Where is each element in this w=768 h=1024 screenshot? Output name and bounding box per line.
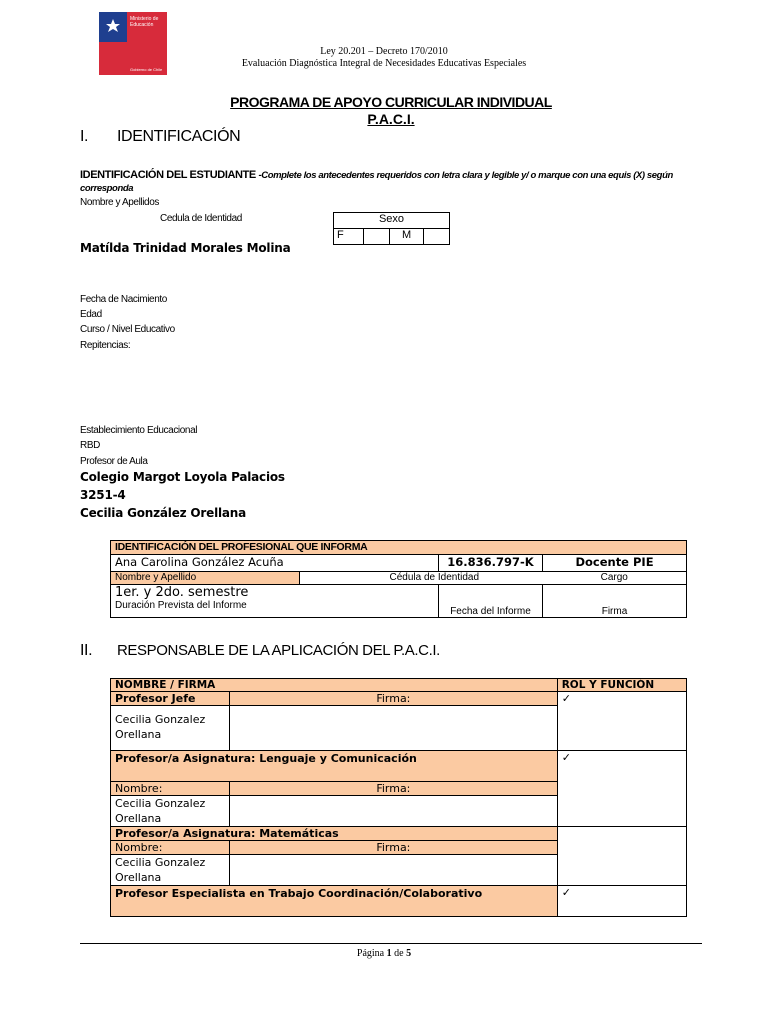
section2-heading: RESPONSABLE DE LA APLICACIÓN DEL P.A.C.I. [117,642,440,659]
instruction-text-cont: corresponda [80,183,134,194]
row3-name: Cecilia Gonzalez Orellana [111,855,230,886]
row1-role-cell[interactable] [557,692,686,751]
page-total: 5 [406,948,412,959]
student-heading: IDENTIFICACIÓN DEL ESTUDIANTE [80,169,256,181]
school-label: Establecimiento Educacional [80,425,198,436]
col-name-firma: NOMBRE / FIRMA [111,679,558,692]
row4-role-cell[interactable] [557,886,686,917]
row3-firma-label: Firma: [230,841,558,855]
section2-number: II. [80,642,93,659]
row1-signature-box[interactable] [230,706,558,751]
teacher-label: Profesor de Aula [80,456,148,467]
school-value: Colegio Margot Loyola Palacios [80,470,285,484]
rbd-label: RBD [80,440,100,451]
repeat-label: Repitencias: [80,340,131,351]
row3-title: Profesor/a Asignatura: Matemáticas [111,827,558,841]
document-acronym: P.A.C.I. [367,111,415,127]
check-mark: ✓ [561,886,571,899]
section1-heading: IDENTIFICACIÓN [117,128,241,145]
instruction-text: -Complete los antecedentes requeridos con letra clara y legible y/ o marque con una equis (X) según [258,170,673,181]
teacher-value: Cecilia González Orellana [80,506,247,520]
row1-name: Cecilia Gonzalez Orellana [111,706,230,751]
evaluation-subtitle: Evaluación Diagnóstica Integral de Necesidades Educativas Especiales [241,58,527,69]
check-mark: ✓ [561,751,571,764]
row1-title: Profesor Jefe [111,692,230,706]
row2-role-cell[interactable] [557,751,686,827]
page-prefix: Página [356,948,385,959]
professional-table [110,540,687,618]
sexo-label: Sexo [334,213,450,229]
sexo-table [333,212,450,245]
professional-name-label: Nombre y Apellido [111,572,300,585]
student-instruction [80,167,720,184]
page-of: de [394,948,404,959]
row3-signature-box[interactable] [230,855,558,886]
professional-heading: IDENTIFICACIÓN DEL PROFESIONAL QUE INFORMA [111,541,687,555]
row3-role-cell[interactable] [557,827,686,886]
row1-firma-label: Firma: [230,692,558,706]
check-mark: ✓ [561,692,571,705]
sexo-m-label: M [389,229,424,245]
duration-value: 1er. y 2do. semestre [115,585,249,600]
duration-cell [111,585,439,618]
sexo-m-box[interactable] [424,229,450,245]
row2-nombre-label: Nombre: [111,782,230,796]
section1-number: I. [80,128,89,145]
name-label: Nombre y Apellidos [80,197,159,208]
svg-text:Ministerio de: Ministerio de [130,16,159,22]
law-reference: Ley 20.201 – Decreto 170/2010 [320,46,448,57]
page-current: 1 [386,948,392,959]
row4-title: Profesor Especialista en Trabajo Coordinación/Colaborativo [111,886,558,917]
svg-text:Educación: Educación [130,22,154,28]
professional-id-label: Cédula de Identidad [300,572,543,585]
student-name-value: Matílda Trinidad Morales Molina [80,241,291,255]
sexo-f-label: F [334,229,364,245]
footer-divider [80,943,702,944]
responsables-table [110,678,687,917]
id-label: Cedula de Identidad [160,213,242,224]
birth-label: Fecha de Nacimiento [80,294,167,305]
duration-label: Duración Prevista del Informe [115,600,247,611]
professional-role-label: Cargo [543,572,687,585]
row3-nombre-label: Nombre: [111,841,230,855]
svg-text:Gobierno de Chile: Gobierno de Chile [130,67,163,72]
row2-name: Cecilia Gonzalez Orellana [111,796,230,827]
professional-name-value: Ana Carolina González Acuña [111,555,439,572]
document-title: PROGRAMA DE APOYO CURRICULAR INDIVIDUAL [230,94,552,110]
professional-role-value: Docente PIE [543,555,687,572]
row2-firma-label: Firma: [230,782,558,796]
page-number [0,948,768,959]
report-date-label: Fecha del Informe [439,585,543,618]
col-rol-funcion: ROL Y FUNCIÓN [557,679,686,692]
course-label: Curso / Nivel Educativo [80,324,175,335]
rbd-value: 3251-4 [80,488,126,502]
sexo-f-box[interactable] [364,229,390,245]
age-label: Edad [80,309,102,320]
professional-id-value: 16.836.797-K [439,555,543,572]
row2-title: Profesor/a Asignatura: Lenguaje y Comunicación [111,751,558,782]
signature-label: Firma [543,585,687,618]
row2-signature-box[interactable] [230,796,558,827]
